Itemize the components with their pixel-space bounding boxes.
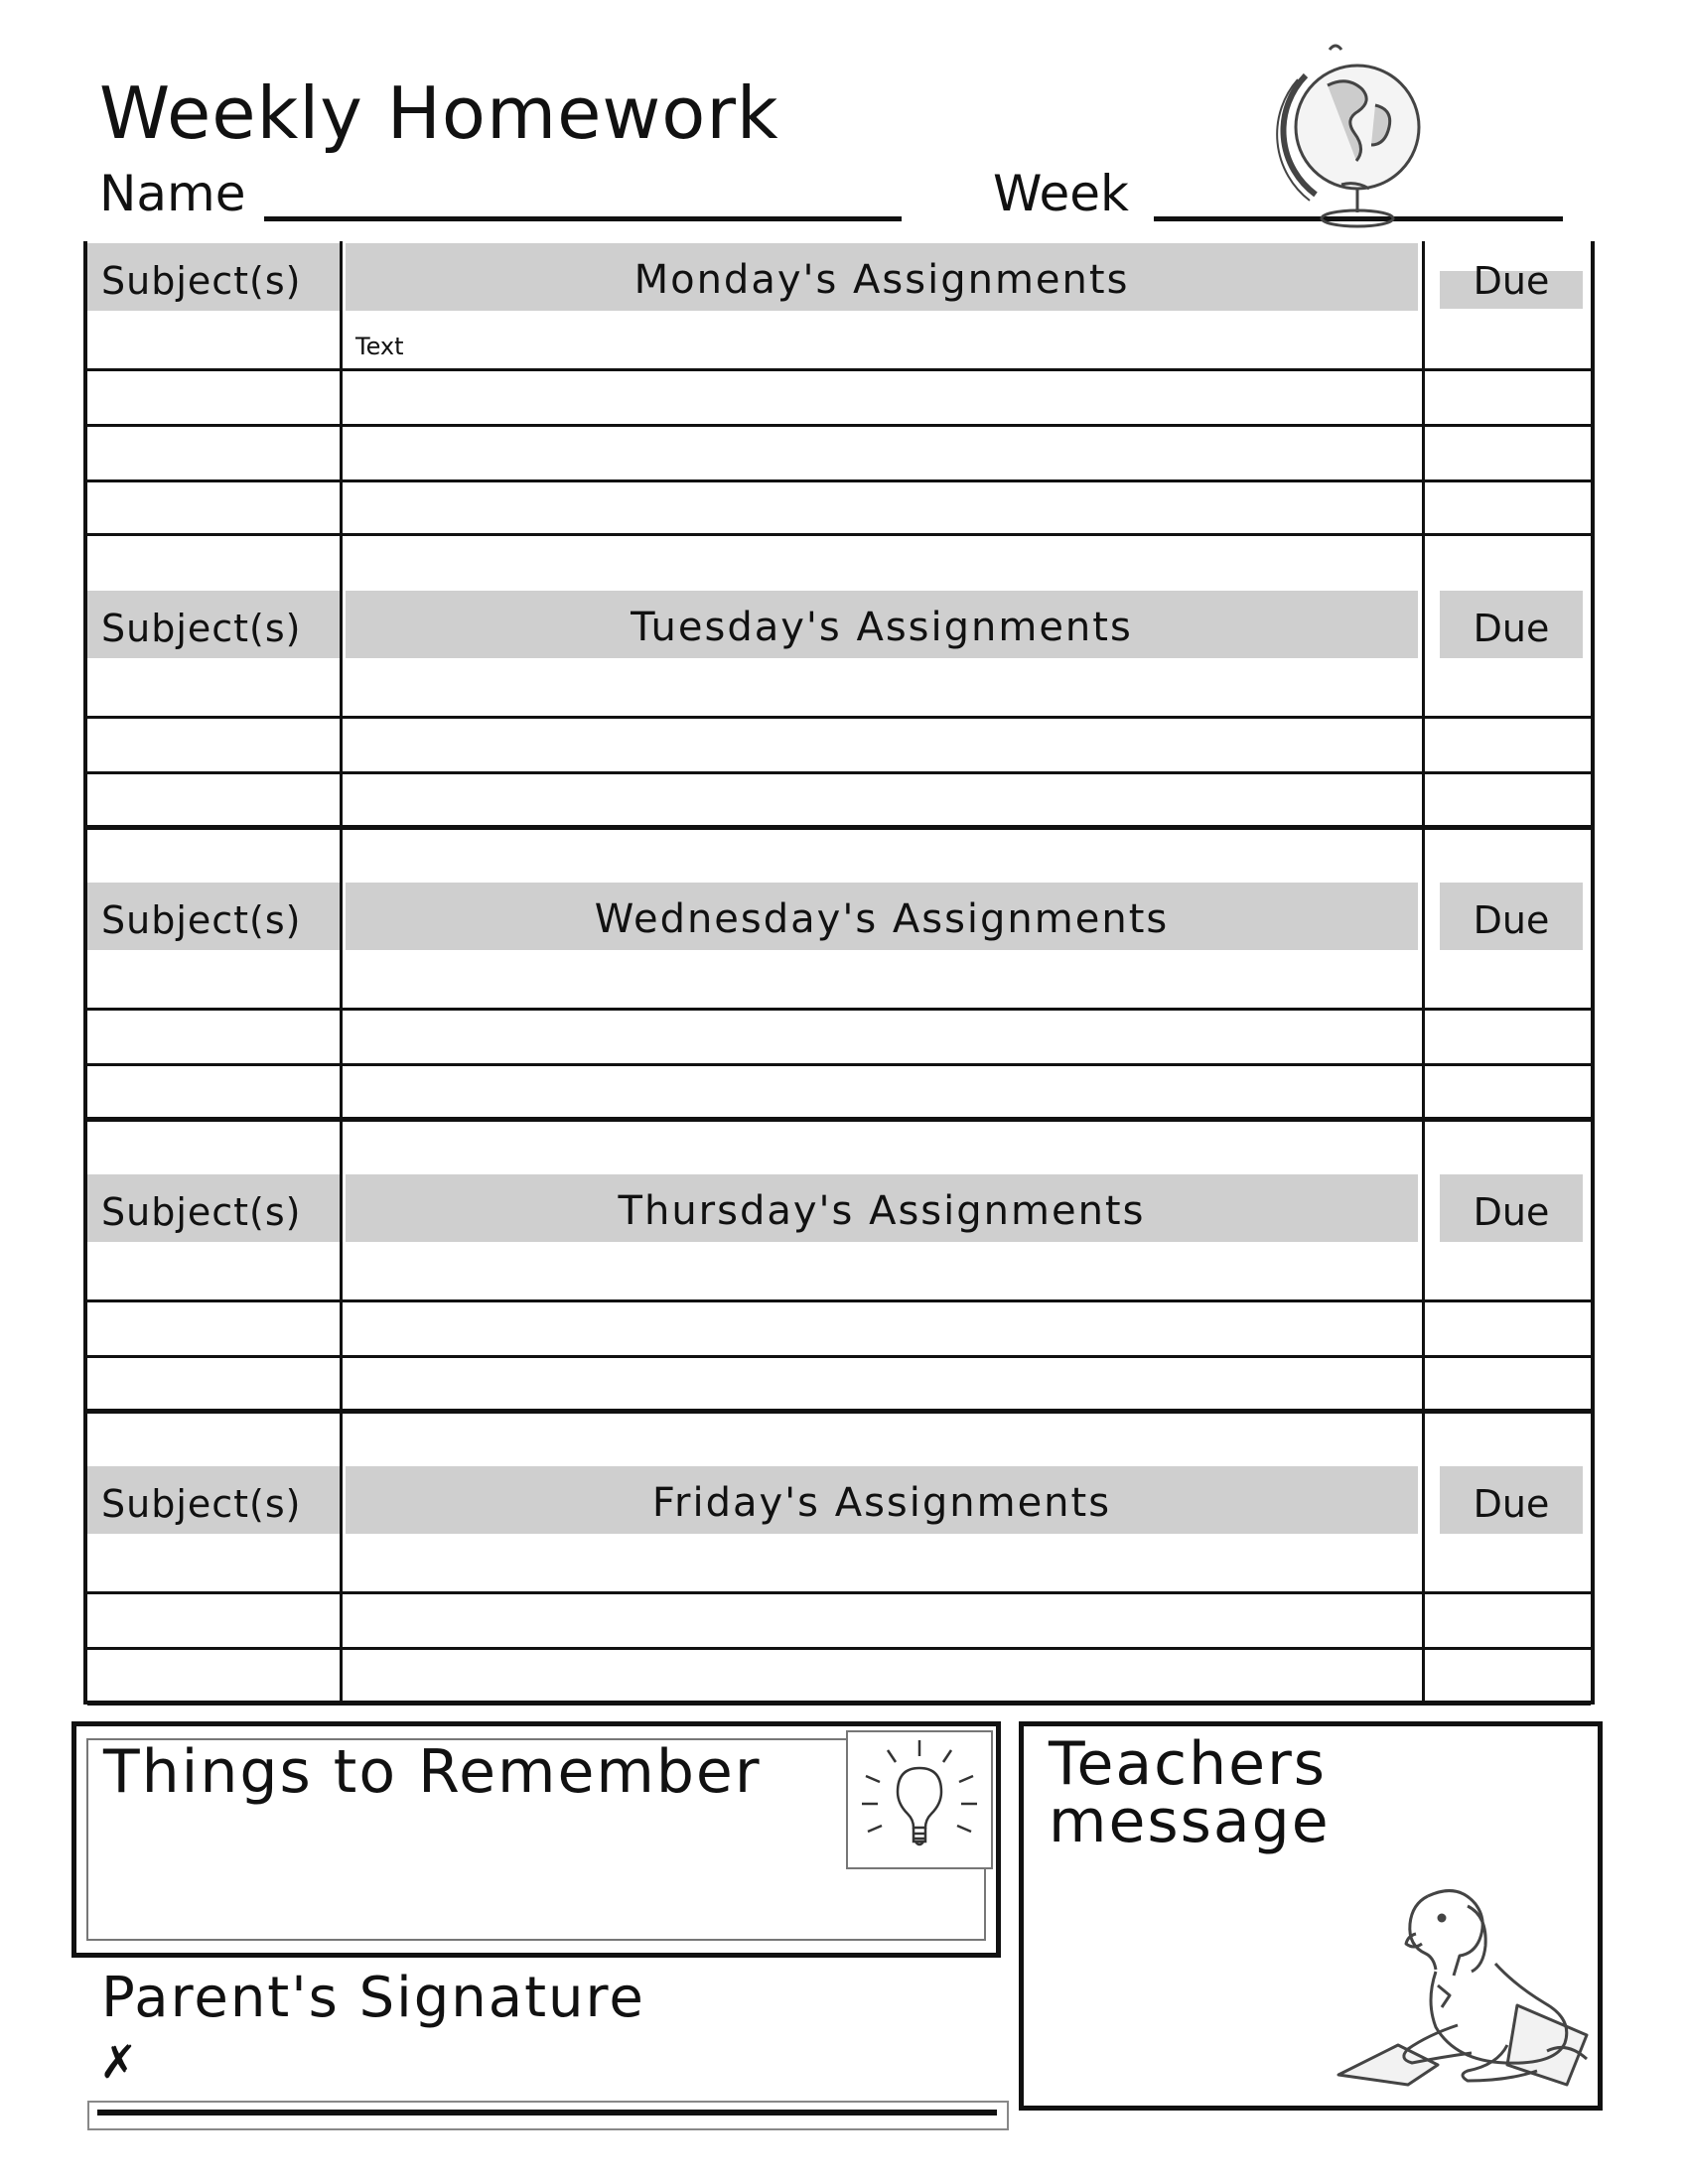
row-line xyxy=(87,1591,1591,1594)
parents-signature-title: Parent's Signature xyxy=(101,1966,645,2030)
dog-illustration-icon xyxy=(1319,1876,1607,2115)
day-header-label: Tuesday's Assignments xyxy=(631,605,1133,650)
row-line xyxy=(87,424,1591,427)
things-to-remember-title: Things to Remember xyxy=(103,1737,762,1807)
day-header-label: Monday's Assignments xyxy=(633,257,1130,303)
section-divider xyxy=(87,825,1591,828)
row-line xyxy=(87,1299,1591,1302)
section-divider xyxy=(87,1409,1591,1412)
subject-header-label: Subject(s) xyxy=(101,1190,302,1234)
row-line xyxy=(87,1355,1591,1358)
subject-header-label: Subject(s) xyxy=(101,259,302,303)
day-header-label: Friday's Assignments xyxy=(651,1480,1112,1526)
name-label: Name xyxy=(99,165,246,222)
due-header-label: Due xyxy=(1473,1190,1550,1234)
section-divider xyxy=(87,533,1591,536)
assignment-cell-text[interactable]: Text xyxy=(355,333,404,360)
signature-field[interactable] xyxy=(87,2101,1009,2130)
row-line xyxy=(87,479,1591,482)
due-header-label: Due xyxy=(1473,607,1550,650)
due-header-label: Due xyxy=(1473,1482,1550,1526)
subject-header-label: Subject(s) xyxy=(101,898,302,942)
day-header-label: Thursday's Assignments xyxy=(618,1188,1146,1234)
signature-mark: ✗ xyxy=(99,2035,138,2089)
week-label: Week xyxy=(993,165,1129,222)
row-line xyxy=(87,1063,1591,1066)
subject-header-label: Subject(s) xyxy=(101,607,302,650)
globe-icon xyxy=(1246,36,1445,234)
signature-line xyxy=(97,2110,997,2116)
page-title: Weekly Homework xyxy=(99,71,779,155)
due-header-label: Due xyxy=(1473,898,1550,942)
name-field[interactable] xyxy=(264,216,902,221)
row-line xyxy=(87,1703,1591,1706)
row-line xyxy=(87,368,1591,371)
row-line xyxy=(87,771,1591,774)
lightbulb-icon xyxy=(846,1730,993,1869)
row-line xyxy=(87,1647,1591,1650)
due-header-label: Due xyxy=(1473,259,1550,303)
row-line xyxy=(87,716,1591,719)
due-column-divider xyxy=(1422,241,1425,1701)
day-header-label: Wednesday's Assignments xyxy=(594,896,1170,942)
subject-column-divider xyxy=(340,241,343,1701)
row-line xyxy=(87,1008,1591,1011)
teachers-message-title: Teachers message xyxy=(1049,1729,1331,1856)
subject-header-label: Subject(s) xyxy=(101,1482,302,1526)
assignments-table xyxy=(83,241,1595,1705)
section-divider xyxy=(87,1117,1591,1120)
